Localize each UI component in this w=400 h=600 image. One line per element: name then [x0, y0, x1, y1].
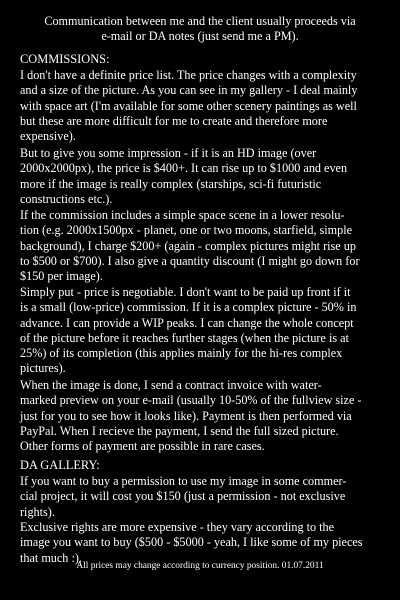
- paragraph-line: But to give you some impression - if it is an HD image (over: [20, 146, 317, 160]
- intro-line: Communication between me and the client usually proceeds via: [44, 14, 356, 28]
- intro-text: [0, 14, 400, 45]
- commissions-paragraph-low-res-price: [20, 208, 386, 284]
- paragraph-line: is a small (low-price) commission. If it is a complex picture - 50% in: [20, 300, 357, 315]
- commissions-paragraph-hd-price: [20, 146, 386, 207]
- paragraph-line: that much :).: [20, 550, 82, 565]
- paragraph-line: background), I charge $200+ (again - complex pictures might rise up: [20, 238, 356, 253]
- paragraph-line: cial project, it will cost you $150 (just a permission - not exclusive: [20, 489, 346, 504]
- paragraph-line: Exclusive rights are more expensive - they vary according to the: [20, 520, 335, 534]
- paragraph-line: to $500 or $700). I also give a quantity discount (I might go down for: [20, 253, 360, 268]
- paragraph-line: If the commission includes a simple space scene in a lower resolu-: [20, 208, 345, 222]
- paragraph-line: 2000x2000px), the price is $400+. It can rise up to $1000 and even: [20, 161, 348, 176]
- da-gallery-paragraph-permission: [20, 474, 386, 520]
- paragraph-line: I don't have a definite price list. The price changes with a complexity: [20, 68, 357, 82]
- paragraph-line: 25%) of its completion (this applies mainly for the hi-res complex: [20, 346, 343, 361]
- paragraph-line: PayPal. When I recieve the payment, I send the full sized picture.: [20, 423, 339, 438]
- da-gallery-heading: DA GALLERY:: [20, 458, 100, 472]
- paragraph-line: marked preview on your e-mail (usually 10-50% of the fullview size -: [20, 393, 362, 408]
- da-gallery-paragraph-exclusive-rights: [20, 520, 386, 566]
- paragraph-line: just for you to see how it looks like). Payment is then performed via: [20, 408, 352, 423]
- paragraph-line: constructions etc.).: [20, 191, 113, 206]
- paragraph-line: pictures).: [20, 361, 66, 376]
- commissions-paragraph-payment-terms: [20, 285, 386, 377]
- paragraph-line: expensive).: [20, 129, 76, 144]
- paragraph-line: When the image is done, I send a contract invoice with water-: [20, 378, 322, 392]
- paragraph-line: tion (e.g. 2000x1500px - planet, one or two moons, starfield, simple: [20, 223, 353, 238]
- paragraph-line: advance. I can provide a WIP peaks. I can change the whole concept: [20, 315, 354, 330]
- commissions-heading: COMMISSIONS:: [20, 52, 110, 66]
- paragraph-line: $150 per image).: [20, 269, 103, 284]
- paragraph-line: rights).: [20, 504, 55, 519]
- paragraph-line: of the picture before it reaches further stages (when the picture is at: [20, 330, 349, 345]
- paragraph-line: and a size of the picture. As you can see in my gallery - I deal mainly: [20, 83, 358, 98]
- paragraph-line: Other forms of payment are possible in rare cases.: [20, 439, 265, 454]
- paragraph-line: Simply put - price is negotiable. I don't want to be paid up front if it: [20, 285, 351, 299]
- commissions-paragraph-price-list: [20, 68, 386, 144]
- paragraph-line: more if the image is really complex (starships, sci-fi futuristic: [20, 176, 322, 191]
- paragraph-line: If you want to buy a permission to use my image in some commer-: [20, 474, 347, 488]
- commissions-paragraph-delivery: [20, 378, 386, 454]
- paragraph-line: image you want to buy ($500 - $5000 - yeah, I like some of my pieces: [20, 535, 363, 550]
- paragraph-line: with space art (I'm available for some other scenery paintings as well: [20, 98, 357, 113]
- price-disclaimer-footer: All prices may change according to currency position. 01.07.2011: [76, 561, 324, 571]
- paragraph-line: but these are more difficult for me to create and therefore more: [20, 113, 328, 128]
- intro-line: e-mail or DA notes (just send me a PM).: [101, 29, 299, 44]
